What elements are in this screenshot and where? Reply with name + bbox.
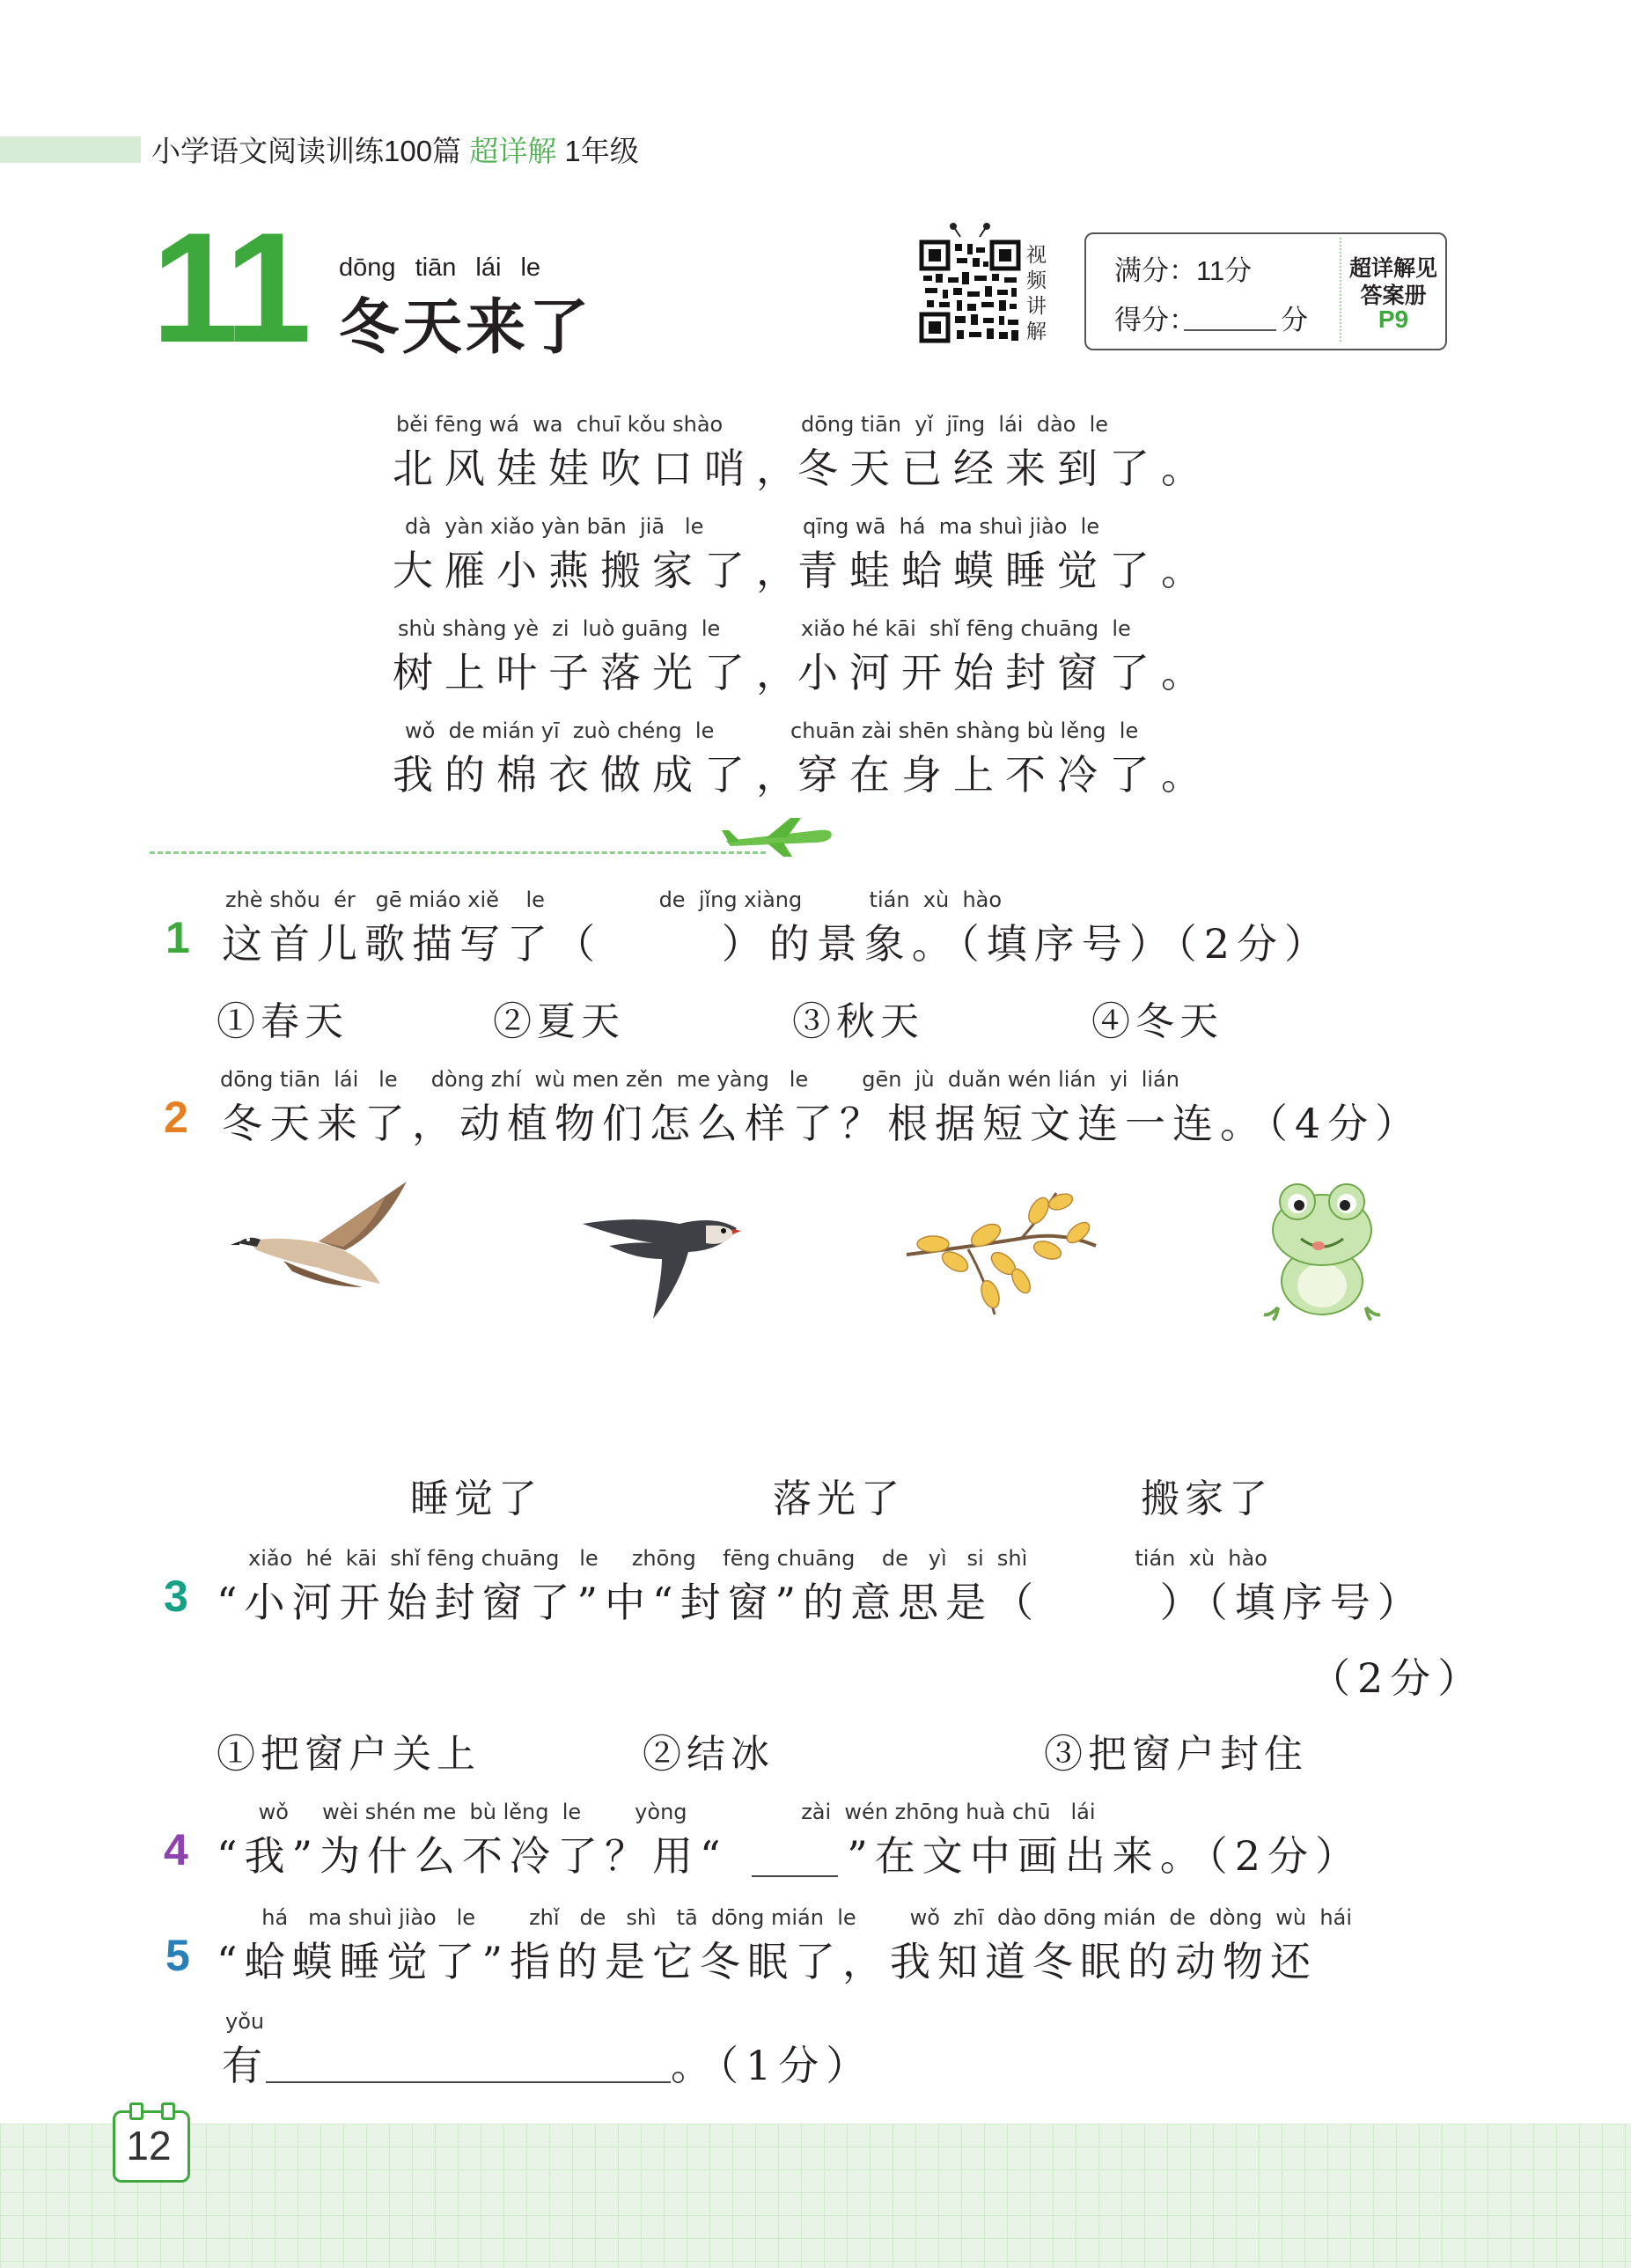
lesson-title-pinyin: dōng tiān lái le — [339, 254, 541, 282]
q4-number: 4 — [164, 1825, 188, 1874]
book-grade: 1年级 — [564, 135, 639, 167]
q5-pinyin-2: yǒu — [225, 2009, 265, 2034]
poem-pinyin: běi fēng wá wa chuī kǒu shào — [396, 412, 724, 437]
page-number: 12 — [126, 2123, 172, 2169]
section-divider — [150, 851, 766, 854]
q2-pinyin: dōng tiān lái le dòng zhí wù men zěn me yàng le gēn jù duǎn wén lián yi lián — [220, 1067, 1179, 1092]
poem-pinyin: qīng wā há ma shuì jiào le — [803, 514, 1100, 539]
q5-score: 。（1分） — [671, 2042, 874, 2089]
poem-line: 北风娃娃吹口哨， — [393, 445, 808, 492]
header-bar — [0, 136, 141, 163]
book-header — [151, 129, 639, 170]
poem-pinyin: xiǎo hé kāi shǐ fēng chuāng le — [801, 616, 1131, 641]
poem-line: 冬天已经来到了。 — [797, 445, 1213, 492]
qr-code-icon[interactable] — [918, 223, 1022, 346]
q1-option-3[interactable]: ③秋天 — [792, 999, 924, 1044]
q4-text: “我”为什么不冷了？用“ ”在文中画出来。（2分） — [217, 1832, 1363, 1880]
q3-option-2[interactable]: ②结冰 — [643, 1732, 775, 1777]
swallow-image[interactable] — [583, 1189, 741, 1321]
q2-choice-3[interactable]: 搬家了 — [1141, 1476, 1273, 1521]
footer-grid — [0, 2124, 1631, 2268]
qr-label-char: 解 — [1026, 320, 1047, 342]
answer-ref-line1: 超详解见 — [1348, 256, 1437, 281]
q3-score: （2分） — [1310, 1654, 1486, 1702]
q2-number: 2 — [164, 1093, 188, 1142]
qr-label-char: 频 — [1026, 269, 1047, 291]
q1-option-2[interactable]: ②夏天 — [493, 999, 625, 1044]
q1-option-4[interactable]: ④冬天 — [1091, 999, 1223, 1044]
q5-text-2: 有 — [222, 2042, 269, 2089]
q2-text: 冬天来了，动植物们怎么样了？根据短文连一连。（4分） — [222, 1100, 1423, 1147]
q3-option-1[interactable]: ①把窗户关上 — [217, 1732, 481, 1777]
poem-pinyin: chuān zài shēn shàng bù lěng le — [790, 718, 1139, 743]
qr-label-char: 讲 — [1026, 294, 1047, 317]
q3-option-3[interactable]: ③把窗户封住 — [1044, 1732, 1308, 1777]
poem-line: 青蛙蛤蟆睡觉了。 — [797, 547, 1213, 594]
q1-option-1[interactable]: ①春天 — [217, 999, 349, 1044]
goose-image[interactable] — [231, 1180, 415, 1303]
answer-ref-line2: 答案册 — [1360, 284, 1427, 308]
lesson-number: 11 — [151, 200, 307, 375]
q1-number: 1 — [165, 913, 190, 962]
poem-pinyin: dōng tiān yǐ jīng lái dào le — [801, 412, 1109, 437]
poem-line: 穿在身上不冷了。 — [797, 751, 1213, 799]
poem-pinyin: shù shàng yè zi luò guāng le — [398, 616, 721, 641]
q4-underline-sample — [752, 1875, 838, 1877]
leaves-image[interactable] — [907, 1184, 1100, 1316]
qr-label — [1026, 242, 1049, 344]
poem-line: 大雁小燕搬家了， — [393, 547, 808, 594]
q5-pinyin: há ma shuì jiào le zhǐ de shì tā dōng mián le wǒ zhī dào dōng mián de dòng wù hái — [248, 1905, 1352, 1930]
q2-choice-1[interactable]: 睡觉了 — [410, 1476, 542, 1521]
score-unit: 分 — [1281, 305, 1308, 335]
q1-text: 这首儿歌描写了（ ）的景象。（填序号）（2分） — [222, 920, 1332, 968]
score-label: 得分： — [1114, 305, 1196, 335]
answer-page: P9 — [1378, 306, 1409, 333]
poem-line: 我的棉衣做成了， — [393, 751, 808, 799]
book-highlight: 超详解 — [469, 135, 557, 167]
book-title: 小学语文阅读训练100篇 — [151, 135, 462, 167]
full-score: 满分：11分 — [1114, 255, 1253, 286]
badge-ring-icon — [129, 2102, 143, 2120]
score-divider — [1340, 238, 1341, 342]
q5-answer-line[interactable] — [266, 2081, 671, 2083]
q1-pinyin: zhè shǒu ér gē miáo xiě le de jǐng xiàng tián xù hào — [225, 887, 1003, 912]
qr-label-char: 视 — [1026, 243, 1047, 266]
q5-text: “蛤蟆睡觉了”指的是它冬眠了，我知道冬眠的动物还 — [217, 1938, 1319, 1985]
score-input-line[interactable] — [1184, 329, 1276, 331]
q3-text: “小河开始封窗了”中“封窗”的意思是（ ）（填序号） — [217, 1579, 1425, 1626]
q5-number: 5 — [165, 1931, 190, 1980]
airplane-icon — [722, 814, 836, 858]
q4-pinyin: wǒ wèi shén me bù lěng le yòng zài wén zhōng huà chū lái — [252, 1800, 1096, 1824]
poem-line: 树上叶子落光了， — [393, 649, 808, 696]
lesson-title: 冬天来了 — [339, 294, 593, 361]
q3-number: 3 — [164, 1572, 188, 1621]
q3-pinyin: xiǎo hé kāi shǐ fēng chuāng le zhōng fēng chuāng de yì si shì tián xù hào — [248, 1546, 1267, 1571]
frog-image[interactable] — [1260, 1175, 1384, 1321]
poem-pinyin: wǒ de mián yī zuò chéng le — [405, 718, 715, 743]
poem-line: 小河开始封窗了。 — [797, 649, 1213, 696]
q2-choice-2[interactable]: 落光了 — [773, 1476, 905, 1521]
badge-ring-icon — [161, 2102, 175, 2120]
poem-pinyin: dà yàn xiǎo yàn bān jiā le — [405, 514, 704, 539]
